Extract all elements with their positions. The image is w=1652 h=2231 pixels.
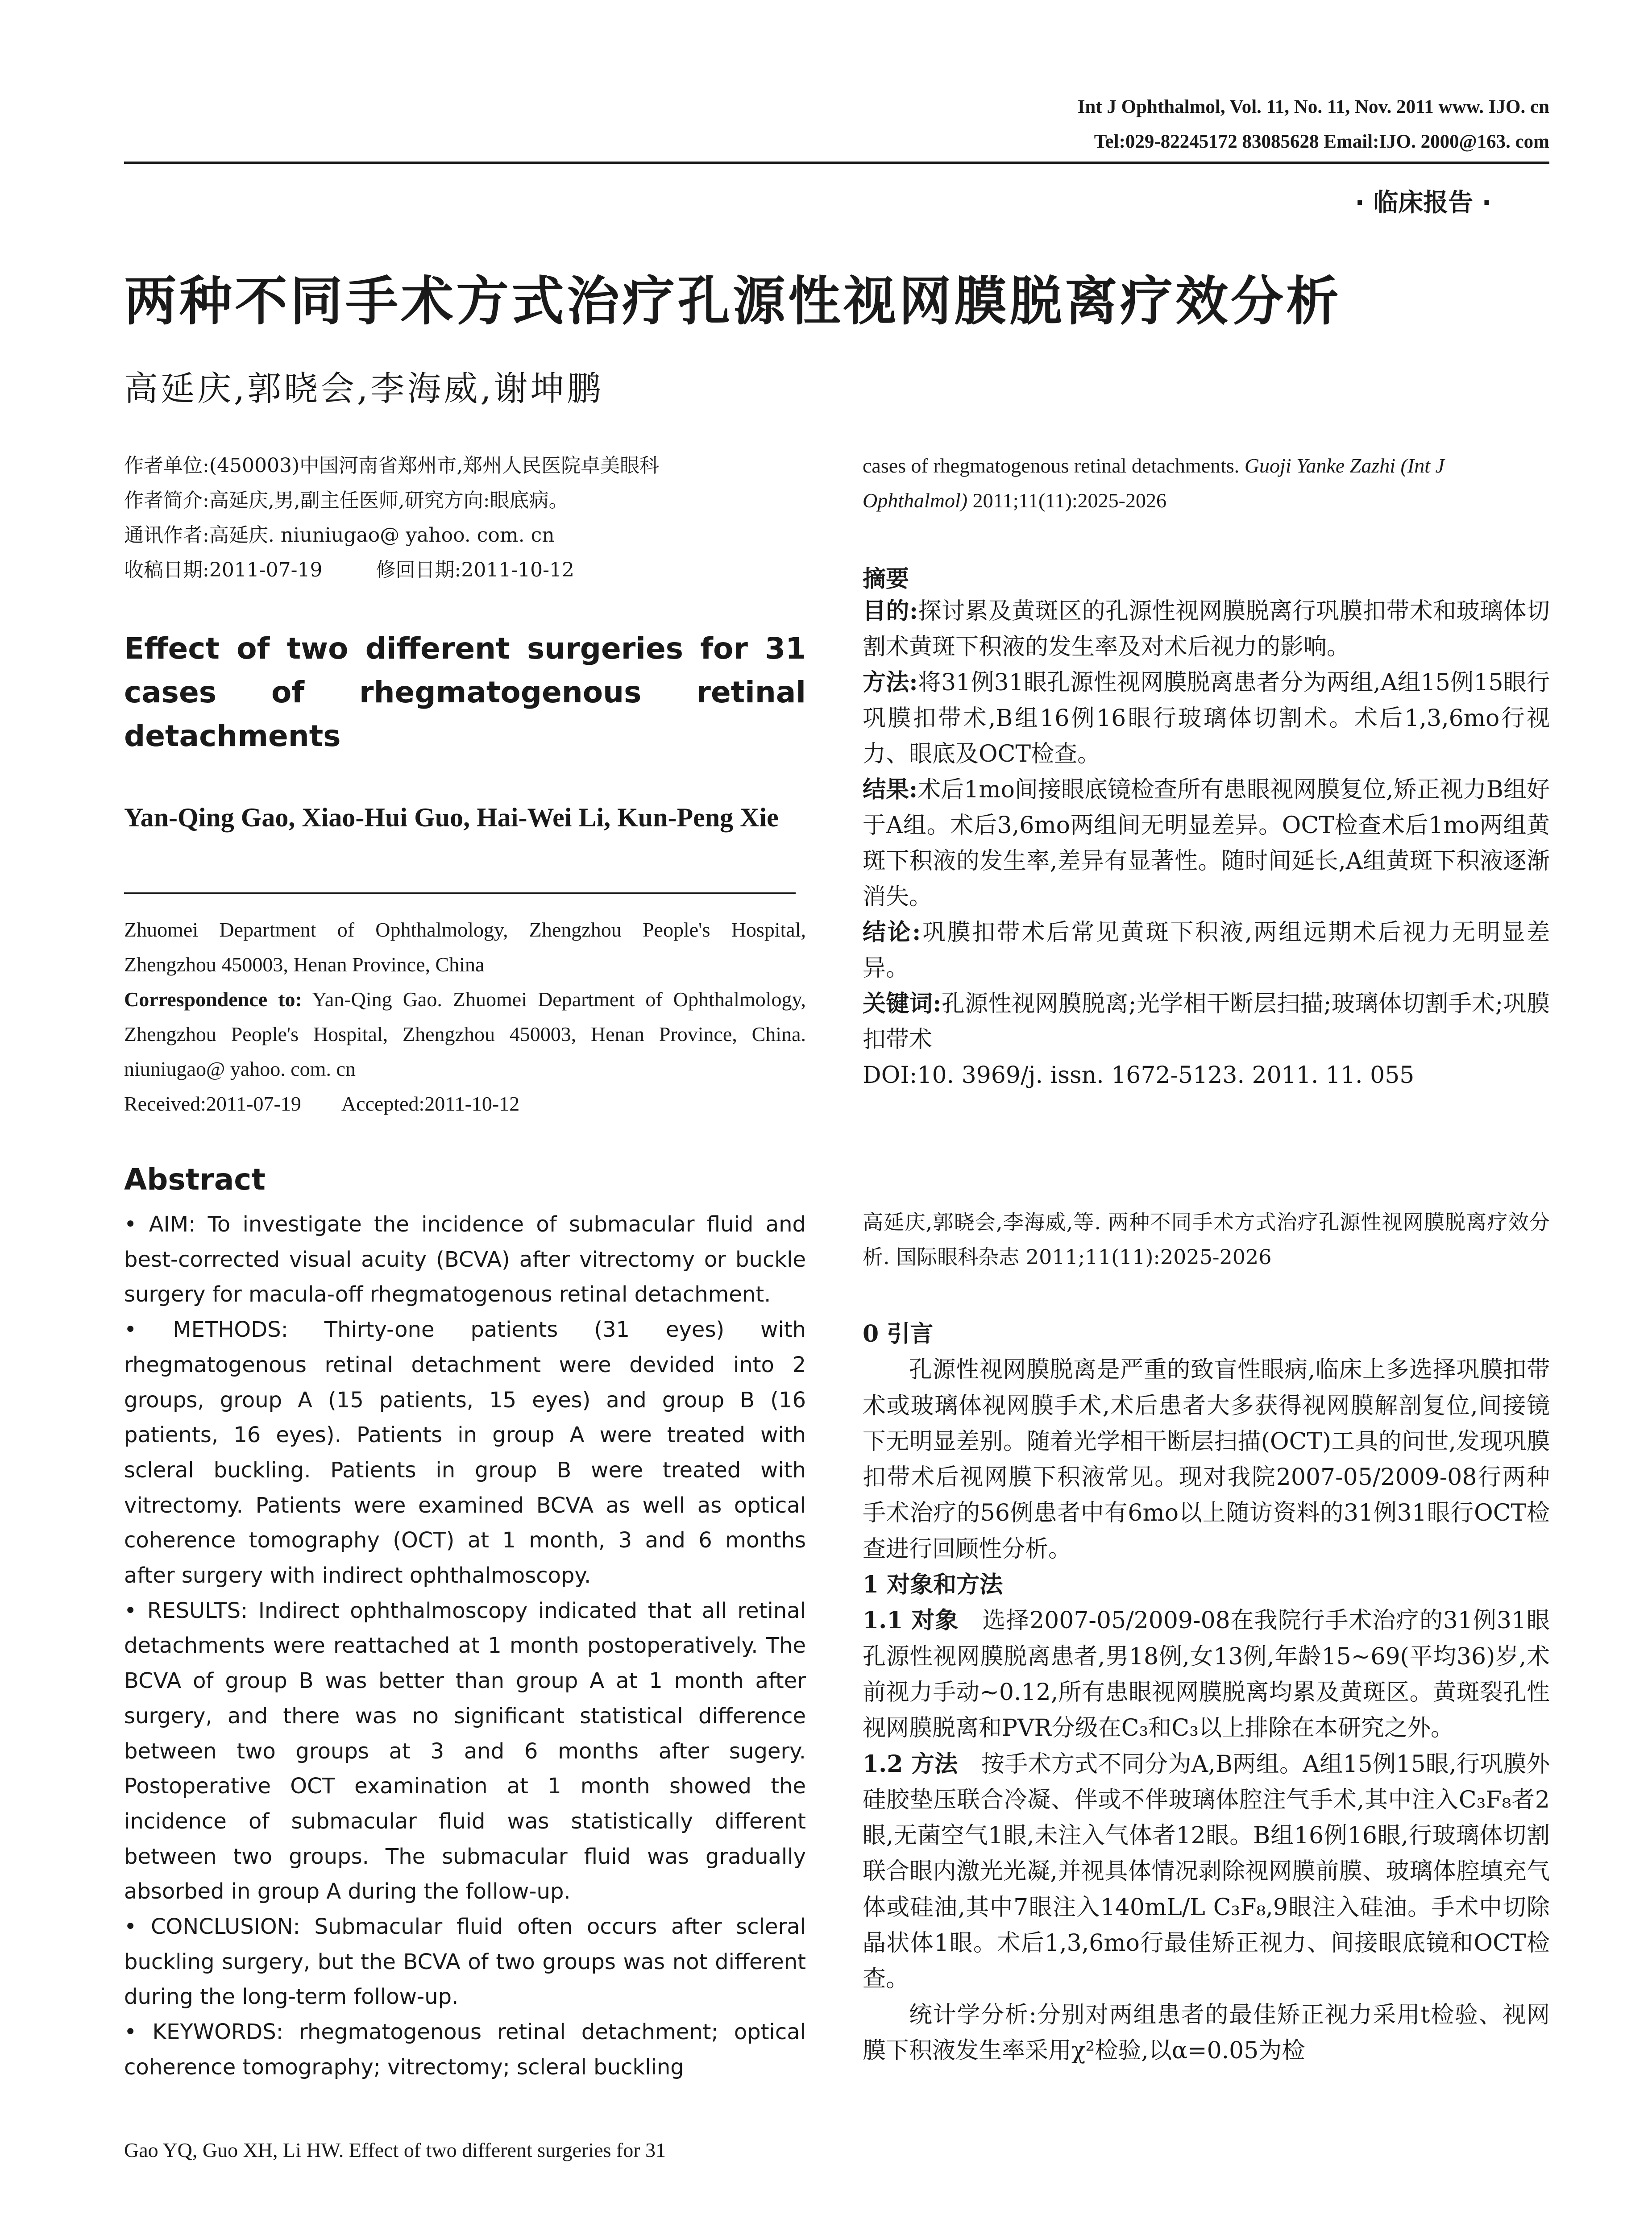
title-en: Effect of two different surgeries for 31 cases of rhegmatogenous retinal detachments (124, 631, 806, 753)
correspondence-text: Yan-Qing Gao. Zhuomei Department of Ophthalmology, Zhengzhou People's Hospital, Zhengzhou 450003, Henan Province, China. niuniugao@ yahoo. com. cn (124, 988, 806, 1080)
intro-paragraph: 孔源性视网膜脱离是严重的致盲性眼病,临床上多选择巩膜扣带术或玻璃体视网膜手术,术后患者大多获得视网膜解剖复位,间接镜下无明显差别。随着光学相干断层扫描(OCT)工具的问世,发现巩膜扣带术后视网膜下积液常见。现对我院2007-05/2009-08行两种手术治疗的56例患者中有6mo以上随访资料的31例31眼行OCT检查进行回顾性分析。 (863, 1356, 1550, 1563)
results-text-cn: 术后1mo间接眼底镜检查所有患眼视网膜复位,矫正视力B组好于A组。术后3,6mo两组间无明显差异。OCT检查术后1mo两组黄斑下积液的发生率,差异有显著性。随时间延长,A组黄斑下积液逐渐消失。 (863, 776, 1550, 910)
methods-heading: 1 对象和方法 (863, 1571, 1003, 1599)
authors-cn: 高延庆,郭晓会,李海威,谢坤鹏 (124, 369, 604, 408)
section-1-2-label: 1.2 方法 (863, 1750, 958, 1778)
correspondence-label: Correspondence to: (124, 988, 302, 1011)
corresponding-author: 通讯作者:高延庆. niuniugao@ yahoo. com. cn (124, 524, 555, 547)
section-label: · 临床报告 · (1355, 188, 1491, 217)
affiliation-en (124, 912, 806, 1121)
intro-heading: 0 引言 (863, 1320, 934, 1348)
abstract-cn-heading: 摘要 (863, 565, 909, 593)
citation-tail: 2011;11(11):2025-2026 (967, 489, 1167, 512)
aim-label-cn: 目的: (863, 597, 918, 625)
citation-text: cases of rhegmatogenous retinal detachments. (863, 454, 1245, 477)
abstract-cn-methods (863, 665, 1550, 772)
abstract-conclusion: • CONCLUSION: Submacular fluid often occurs after scleral buckling surgery, but the BCVA of two groups was not different during the long-term follow-up. (124, 1914, 806, 2010)
abstract-cn-results (863, 772, 1550, 915)
dates-en (124, 1086, 806, 1121)
abstract-aim: • AIM: To investigate the incidence of submacular fluid and best-corrected visual acuity (BCVA) after vitrectomy or buckle surgery for macula-off rhegmatogenous retinal detachment. (124, 1212, 806, 1307)
citation-journal: Guoji Yanke Zazhi (Int J Ophthalmol) (863, 454, 1444, 512)
abstract-results: • RESULTS: Indirect ophthalmoscopy indicated that all retinal detachments were reattached at 1 month postoperatively. The BCVA of group B was better than group A at 1 month after surgery, and there was no significant statistical difference between two groups at 3 and 6 months after sugery. Postoperative OCT examination at 1 month showed the incidence of submacular fluid was statistically different between two groups. The submacular fluid was gradually absorbed in group A during the follow-up. (124, 1598, 806, 1904)
abstract-cn-conclusion (863, 915, 1550, 986)
doi: DOI:10. 3969/j. issn. 1672-5123. 2011. 11. 055 (863, 1062, 1415, 1089)
results-label-cn: 结果: (863, 776, 918, 803)
conclusion-text-cn: 巩膜扣带术后常见黄斑下积液,两组远期术后视力无明显差异。 (863, 919, 1550, 982)
abstract-methods: • METHODS: Thirty-one patients (31 eyes) with rhegmatogenous retinal detachment were devided into 2 groups, group A (15 patients, 15 eyes) and group B (16 patients, 16 eyes). Patients in group A were treated with scleral buckling. Patients in group B were treated with vitrectomy. Patients were examined BCVA as well as optical coherence tomography (OCT) at 1 month, 3 and 6 months after surgery with indirect ophthalmoscopy. (124, 1317, 806, 1588)
abstract-en (124, 1207, 806, 2085)
affiliation-unit: 作者单位:(450003)中国河南省郑州市,郑州人民医院卓美眼科 (124, 454, 660, 477)
section-1-1-text: 选择2007-05/2009-08在我院行手术治疗的31例31眼孔源性视网膜脱离患者,男18例,女13例,年龄15~69(平均36)岁,术前视力手动~0.12,所有患眼视网膜脱离均累及黄斑区。黄斑裂孔性视网膜脱离和PVR分级在C₃和C₃以上排除在本研究之外。 (863, 1607, 1550, 1742)
department-en: Zhuomei Department of Ophthalmology, Zhengzhou People's Hospital, Zhengzhou 450003, Henan Province, China (124, 918, 806, 976)
abstract-cn-keywords (863, 986, 1550, 1057)
citation-cn: 高延庆,郭晓会,李海威,等. 两种不同手术方式治疗孔源性视网膜脱离疗效分析. 国际眼科杂志 2011;11(11):2025-2026 (863, 1210, 1550, 1269)
section-1-1-label: 1.1 对象 (863, 1607, 959, 1634)
section-1-1 (863, 1603, 1550, 1746)
keywords-text-cn: 孔源性视网膜脱离;光学相干断层扫描;玻璃体切割手术;巩膜扣带术 (863, 991, 1550, 1053)
journal-header-line1: Int J Ophthalmol, Vol. 11, No. 11, Nov. 2011 www. IJO. cn (1077, 96, 1549, 117)
abstract-cn (863, 593, 1550, 1093)
aim-text-cn: 探讨累及黄斑区的孔源性视网膜脱离行巩膜扣带术和玻璃体切割术黄斑下积液的发生率及对术后视力的影响。 (863, 598, 1550, 660)
citation-en-start: Gao YQ, Guo XH, Li HW. Effect of two different surgeries for 31 (124, 2139, 666, 2161)
citation-en-continued (863, 448, 1550, 518)
correspondence-en (124, 982, 806, 1086)
conclusion-label-cn: 结论: (863, 919, 921, 946)
header-rule (124, 162, 1549, 164)
section-1-2 (863, 1746, 1550, 1997)
affiliation-rule (124, 892, 796, 894)
abstract-cn-aim (863, 593, 1550, 665)
authors-en: Yan-Qing Gao, Xiao-Hui Guo, Hai-Wei Li, Kun-Peng Xie (124, 803, 779, 832)
body-text (863, 1316, 1550, 2069)
revised-date: 修回日期:2011-10-12 (376, 559, 575, 581)
methods-label-cn: 方法: (863, 669, 918, 696)
affiliation-cn (124, 448, 806, 588)
statistics-paragraph: 统计学分析:分别对两组患者的最佳矫正视力采用t检验、视网膜下积液发生率采用χ²检验,以α=0.05为检 (863, 2001, 1550, 2064)
section-1-2-text: 按手术方式不同分为A,B两组。A组15例15眼,行巩膜外硅胶垫压联合冷凝、伴或不伴玻璃体腔注气手术,其中注入C₃F₈者2眼,无菌空气1眼,未注入气体者12眼。B组16例16眼,行玻璃体切割联合眼内激光光凝,并视具体情况剥除视网膜前膜、玻璃体腔填充气体或硅油,其中7眼注入140mL/L C₃F₈,9眼注入硅油。手术中切除晶状体1眼。术后1,3,6mo行最佳矫正视力、间接眼底镜和OCT检查。 (863, 1750, 1550, 1993)
received-en: Received:2011-07-19 (124, 1092, 301, 1115)
methods-text-cn: 将31例31眼孔源性视网膜脱离患者分为两组,A组15例15眼行巩膜扣带术,B组16例16眼行玻璃体切割术。术后1,3,6mo行视力、眼底及OCT检查。 (863, 669, 1550, 767)
abstract-keywords: • KEYWORDS: rhegmatogenous retinal detachment; optical coherence tomography; vitrectomy; scleral buckling (124, 2020, 806, 2080)
received-dates (124, 553, 806, 588)
accepted-en: Accepted:2011-10-12 (341, 1092, 520, 1115)
abstract-heading: Abstract (124, 1162, 266, 1197)
author-bio: 作者简介:高延庆,男,副主任医师,研究方向:眼底病。 (124, 489, 569, 512)
journal-header-line2: Tel:029-82245172 83085628 Email:IJO. 2000@163. com (1094, 131, 1549, 152)
title-cn: 两种不同手术方式治疗孔源性视网膜脱离疗效分析 (124, 270, 1342, 332)
keywords-label-cn: 关键词: (863, 990, 942, 1017)
received-date: 收稿日期:2011-07-19 (124, 559, 323, 581)
